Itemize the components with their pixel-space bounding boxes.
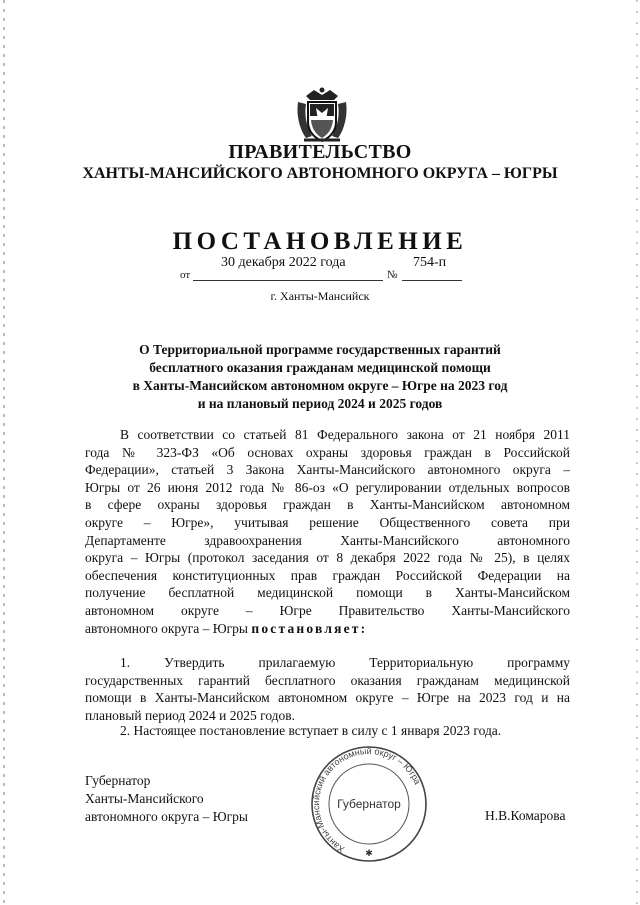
position-line: Губернатор bbox=[85, 773, 151, 788]
preamble-line: в сфере охраны здоровья граждан в Ханты-Мансийском автономном bbox=[85, 497, 570, 513]
position-line: Ханты-Мансийского bbox=[85, 791, 204, 806]
clause-line: государственных гарантий бесплатного оказания гражданам медицинской bbox=[85, 672, 570, 688]
decree-date: 30 декабря 2022 года bbox=[221, 255, 346, 270]
resolves-word: постановляет: bbox=[251, 620, 368, 636]
official-seal-stamp bbox=[299, 744, 439, 864]
decree-number: 754-п bbox=[413, 255, 447, 270]
date-number-row bbox=[180, 255, 462, 281]
clause-1 bbox=[85, 654, 570, 724]
government-title: ПРАВИТЕЛЬСТВО bbox=[228, 141, 412, 163]
date-underline bbox=[193, 280, 383, 281]
preamble-line: округа – Югры (протокол заседания от 8 декабря 2022 года № 25), в целях bbox=[85, 550, 570, 566]
subject-line: в Ханты-Мансийском автономном округе – Югре на 2023 год bbox=[132, 378, 508, 393]
subject-line: и на плановый период 2024 и 2025 годов bbox=[197, 396, 443, 411]
signatory-position bbox=[85, 772, 248, 826]
svg-text:Губернатор: Губернатор bbox=[337, 797, 401, 811]
scan-edge-left bbox=[3, 0, 5, 905]
preamble-line: Югры от 26 июня 2012 года № 86-оз «О регулировании отдельных вопросов bbox=[85, 479, 570, 495]
scan-edge-right bbox=[636, 0, 638, 905]
decree-subject bbox=[0, 341, 640, 413]
number-label: № bbox=[387, 269, 398, 281]
clause-line: 1. Утвердить прилагаемую Территориальную программу bbox=[120, 655, 570, 670]
preamble-line: автономном округе – Югре Правительство Ханты-Мансийского bbox=[85, 602, 570, 618]
preamble-paragraph bbox=[85, 426, 570, 637]
position-line: автономного округа – Югры bbox=[85, 809, 248, 824]
preamble-line: Федерации», статьей 3 Закона Ханты-Мансийского автономного округа – bbox=[85, 462, 570, 478]
region-title: ХАНТЫ-МАНСИЙСКОГО АВТОНОМНОГО ОКРУГА – ЮГРЫ bbox=[82, 165, 558, 182]
svg-text:Ханты-Мансийский автономный ок: Ханты-Мансийский автономный округ – Югра bbox=[311, 745, 423, 855]
preamble-last-line bbox=[85, 620, 570, 638]
subject-line: бесплатного оказания гражданам медицинской помощи bbox=[149, 360, 491, 375]
subject-line: О Территориальной программе государственных гарантий bbox=[139, 342, 501, 357]
preamble-line: В соответствии со статьей 81 Федерального закона от 21 ноября 2011 bbox=[120, 427, 570, 442]
clause-line: помощи в Ханты-Мансийском автономном округе – Югре на 2023 год и на bbox=[85, 690, 570, 706]
coat-of-arms-emblem bbox=[294, 86, 350, 144]
clause-line: 2. Настоящее постановление вступает в силу с 1 января 2023 года. bbox=[120, 723, 502, 738]
number-underline bbox=[402, 280, 462, 281]
signatory-name: Н.В.Комарова bbox=[485, 808, 566, 823]
preamble-line: обеспечения конституционных прав граждан Российской Федерации на bbox=[85, 567, 570, 583]
from-label: от bbox=[180, 269, 191, 281]
preamble-line: автономного округа – Югры bbox=[85, 620, 248, 636]
city-line: г. Ханты-Мансийск bbox=[270, 289, 370, 303]
preamble-line: года № 323-ФЗ «Об основах охраны здоровья граждан в Российской bbox=[85, 444, 570, 460]
preamble-line: округе – Югре», учитывая решение Общественного совета при bbox=[85, 514, 570, 530]
clause-line: плановый период 2024 и 2025 годов. bbox=[85, 707, 296, 723]
preamble-line: Департаменте здравоохранения Ханты-Мансийского автономного bbox=[85, 532, 570, 548]
svg-text:✱: ✱ bbox=[365, 848, 373, 858]
decree-title: ПОСТАНОВЛЕНИЕ bbox=[172, 228, 468, 255]
preamble-line: получение бесплатной медицинской помощи в Ханты-Мансийском bbox=[85, 585, 570, 601]
clause-2 bbox=[85, 722, 570, 740]
